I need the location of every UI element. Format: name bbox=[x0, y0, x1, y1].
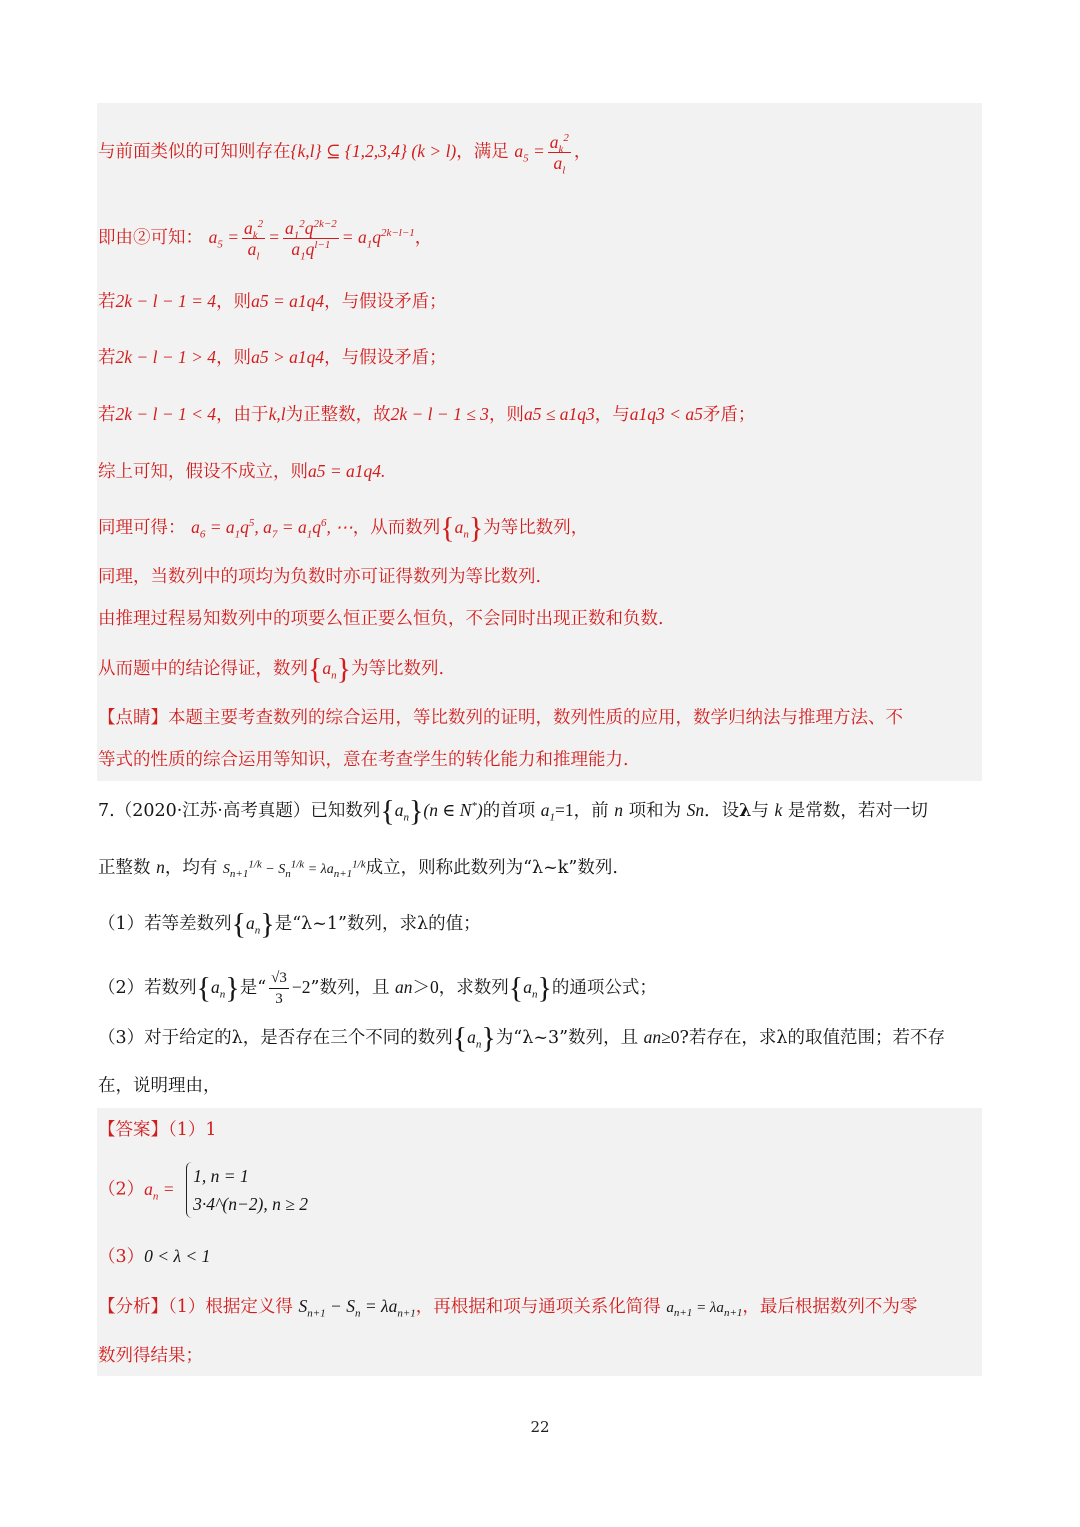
question-3-cont: 在，说明理由， bbox=[98, 1076, 221, 1096]
analysis-line-2: 数列得结果； bbox=[98, 1346, 203, 1366]
answer-3: （3）0 < λ < 1 bbox=[98, 1246, 211, 1267]
question-3: （3）对于给定的λ，是否存在三个不同的数列$\{a_n\}$为“λ~3”数列，且 an≥0?若存在，求λ的取值范围；若不存 bbox=[98, 1021, 945, 1055]
analysis-line-1: 【分析】（1）根据定义得 $S_{n+1} - S_n = \lambda a_{n+1}$，再根据和项与通项关系化简得 $a_{n+1} = \lambda a_{n+1}$，最后根据数列不为零 bbox=[98, 1296, 918, 1320]
question-1: （1）若等差数列$\{a_n\}$是“λ~1”数列，求λ的值； bbox=[98, 907, 481, 941]
solution-line-2: 即由②可知： $a_5$ = $\frac{a_k^2}{a_l}$ = $\frac{a_1^2q^{2k-2}}{a_1q^{l-1}}$ = $a_1q^{2k-l-1}$， bbox=[98, 218, 433, 263]
solution-line-3: 若2k − l − 1 = 4，则a5 = a1q4，与假设矛盾； bbox=[98, 291, 447, 312]
answer-2: $(2)a_n$ = 1, n = 1 3·4^(n−2), n ≥ 2 bbox=[98, 1162, 308, 1218]
comment-line-1: 【点睛】本题主要考查数列的综合运用，等比数列的证明，数列性质的应用，数学归纳法与推理方法、不 bbox=[98, 708, 903, 728]
solution-line-1: 与前面类似的可知则存在{k,l} ⊆ {1,2,3,4} (k > l)，满足 $a_5$ = $\frac{a_k^2}{a_l}$ ， bbox=[98, 132, 592, 177]
solution-line-5: 若2k − l − 1 < 4，由于k,l为正整数，故2k − l − 1 ≤ 3，则a5 ≤ a1q3，与a1q3 < a5矛盾； bbox=[98, 404, 756, 425]
solution-line-6: 综上可知，假设不成立，则a5 = a1q4. bbox=[98, 461, 386, 482]
answer-highlight bbox=[97, 1108, 982, 1376]
solution-line-8: 同理，当数列中的项均为负数时亦可证得数列为等比数列. bbox=[98, 567, 542, 587]
question-2: （2）若数列$\{a_n\}$是“ $\frac{√3}{3}$ −2”数列，且 an＞0，求数列$\{a_n\}$的通项公式； bbox=[98, 970, 657, 1007]
comment-line-2: 等式的性质的综合运用等知识，意在考查学生的转化能力和推理能力. bbox=[98, 750, 629, 770]
solution-line-4: 若2k − l − 1 > 4，则a5 > a1q4，与假设矛盾； bbox=[98, 347, 447, 368]
answer-1: 【答案】（1）1 bbox=[98, 1120, 217, 1140]
solution-line-7: 同理可得： $a_6 = a_1q^5$, $a_7 = a_1q^6$, ⋯，从而数列$\{a_n\}$为等比数列， bbox=[98, 511, 589, 545]
solution-line-9: 由推理过程易知数列中的项要么恒正要么恒负，不会同时出现正数和负数. bbox=[98, 609, 664, 629]
solution-line-10: 从而题中的结论得证，数列$\{a_n\}$为等比数列. bbox=[98, 652, 445, 686]
page-number: 22 bbox=[530, 1418, 550, 1436]
problem-line-2: 正整数 n，均有 $S_{n+1}^{1/k} - S_n^{1/k} = \lambda a_{n+1}^{1/k}$成立，则称此数列为“λ~k”数列. bbox=[98, 857, 618, 880]
problem-line-1: 7.（2020·江苏·高考真题）已知数列$\{a_n\}(n$ ∈ N*)的首项 $a_1=1$，前 n 项和为 Sn．设λ与 k 是常数，若对一切 bbox=[98, 794, 928, 828]
